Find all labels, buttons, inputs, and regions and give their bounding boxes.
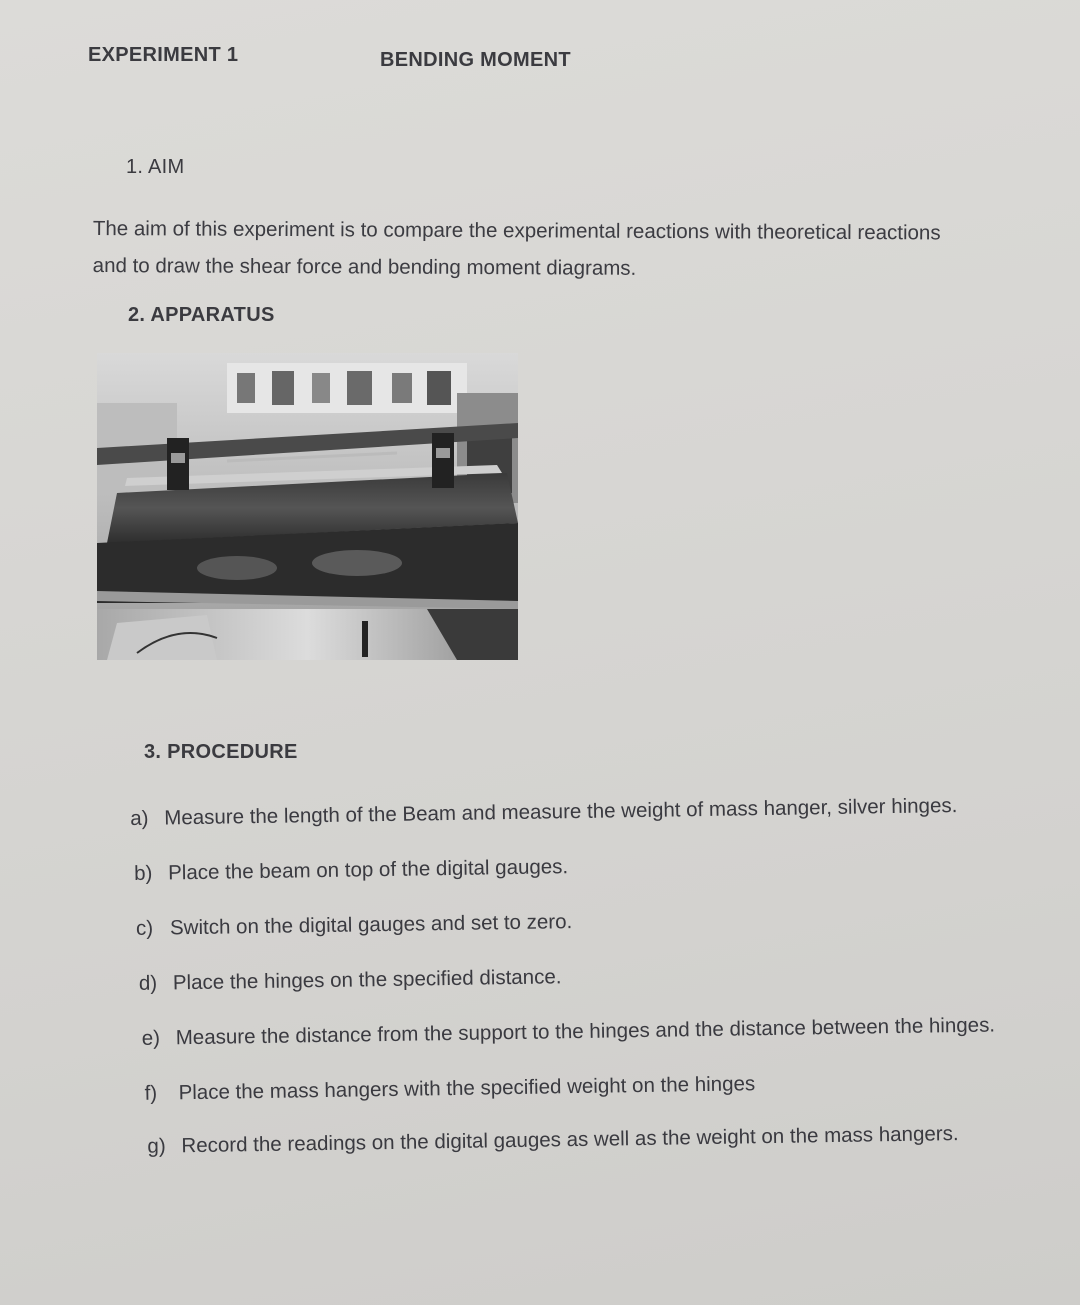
step-marker: e): [141, 1026, 161, 1050]
procedure-list: [130, 786, 1006, 1165]
step-text: Place the beam on top of the digital gauges.: [167, 855, 569, 885]
step-text: Place the hinges on the specified distance.: [172, 965, 562, 995]
step-marker: c): [135, 916, 154, 940]
procedure-step-c: [136, 896, 1002, 947]
procedure-step-f: [144, 1061, 1004, 1112]
procedure-step-g: [147, 1114, 1005, 1164]
step-text: Measure the length of the Beam and measure the weight of mass hanger, silver hinges.: [164, 794, 958, 830]
procedure-step-a: [130, 786, 1000, 837]
step-marker: b): [133, 861, 153, 885]
experiment-number: EXPERIMENT 1: [88, 44, 239, 66]
step-marker: f): [144, 1081, 158, 1105]
step-text: Place the mass hangers with the specified weight on the hinges: [178, 1072, 756, 1105]
step-text: Measure the distance from the support to the hinges and the distance between the hinges.: [175, 1013, 996, 1050]
procedure-heading: 3. PROCEDURE: [144, 741, 298, 763]
apparatus-heading: 2. APPARATUS: [128, 304, 275, 326]
step-text: Record the readings on the digital gauges as well as the weight on the mass hangers.: [181, 1122, 959, 1158]
procedure-step-b: [134, 841, 1001, 892]
step-marker: g): [147, 1134, 166, 1158]
step-marker: a): [130, 806, 149, 830]
apparatus-photo: [97, 353, 518, 660]
step-text: Switch on the digital gauges and set to zero.: [169, 910, 573, 940]
step-marker: d): [138, 971, 158, 995]
procedure-step-e: [141, 1006, 1003, 1057]
aim-paragraph: The aim of this experiment is to compare the experimental reactions with theoretical reactions and to draw the shear force and bending moment diagrams.: [92, 216, 941, 280]
aim-heading: 1. AIM: [126, 156, 185, 178]
procedure-step-d: [139, 951, 1003, 1002]
document-title: BENDING MOMENT: [380, 49, 571, 71]
